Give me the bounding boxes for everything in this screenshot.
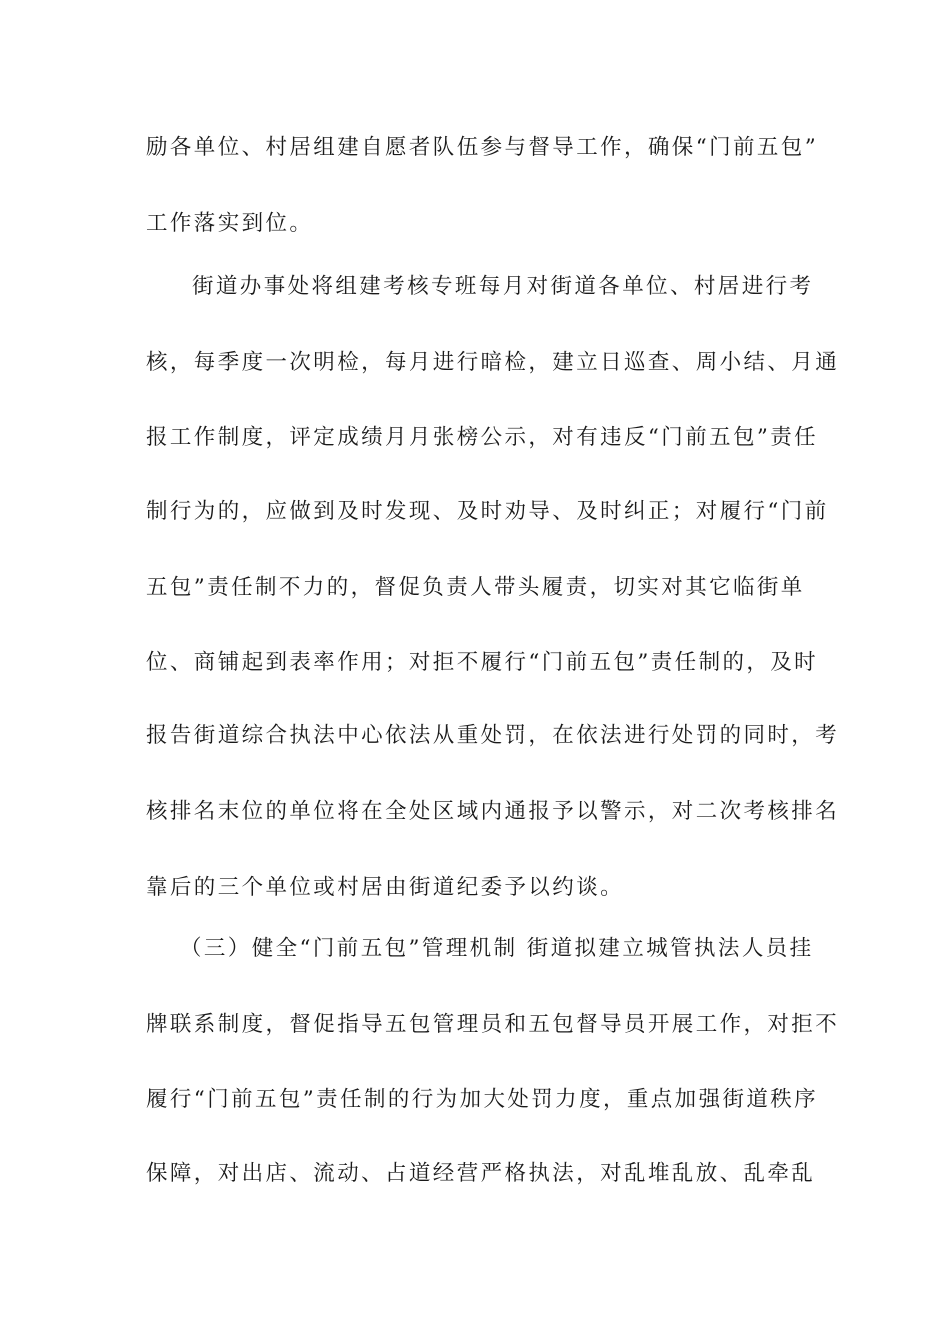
text-line: 报工作制度，评定成绩月月张榜公示，对有违反“门前五包”责任	[146, 425, 819, 450]
text-line: 励各单位、村居组建自愿者队伍参与督导工作，确保“门前五包”	[146, 135, 819, 160]
text-line: 报告街道综合执法中心依法从重处罚，在依法进行处罚的同时，考	[146, 723, 840, 748]
text-line: 工作落实到位。	[146, 211, 314, 236]
text-line: 五包”责任制不力的，督促负责人带头履责，切实对其它临街单	[146, 575, 805, 600]
text-line: 核，每季度一次明检，每月进行暗检，建立日巡查、周小结、月通	[146, 350, 840, 375]
text-line: 牌联系制度，督促指导五包管理员和五包督导员开展工作，对拒不	[146, 1012, 840, 1037]
text-line: 核排名末位的单位将在全处区域内通报予以警示，对二次考核排名	[146, 799, 840, 824]
text-line: 履行“门前五包”责任制的行为加大处罚力度，重点加强街道秩序	[146, 1087, 819, 1112]
text-line: 位、商铺起到表率作用；对拒不履行“门前五包”责任制的，及时	[146, 650, 819, 675]
section-heading-line: （三）健全“门前五包”管理机制 街道拟建立城管执法人员挂	[180, 936, 814, 961]
paragraph-start-line: 街道办事处将组建考核专班每月对街道各单位、村居进行考	[192, 274, 814, 299]
text-line: 靠后的三个单位或村居由街道纪委予以约谈。	[146, 875, 625, 900]
text-line: 制行为的，应做到及时发现、及时劝导、及时纠正；对履行“门前	[146, 499, 829, 524]
text-line: 保障，对出店、流动、占道经营严格执法，对乱堆乱放、乱牵乱	[146, 1161, 816, 1186]
